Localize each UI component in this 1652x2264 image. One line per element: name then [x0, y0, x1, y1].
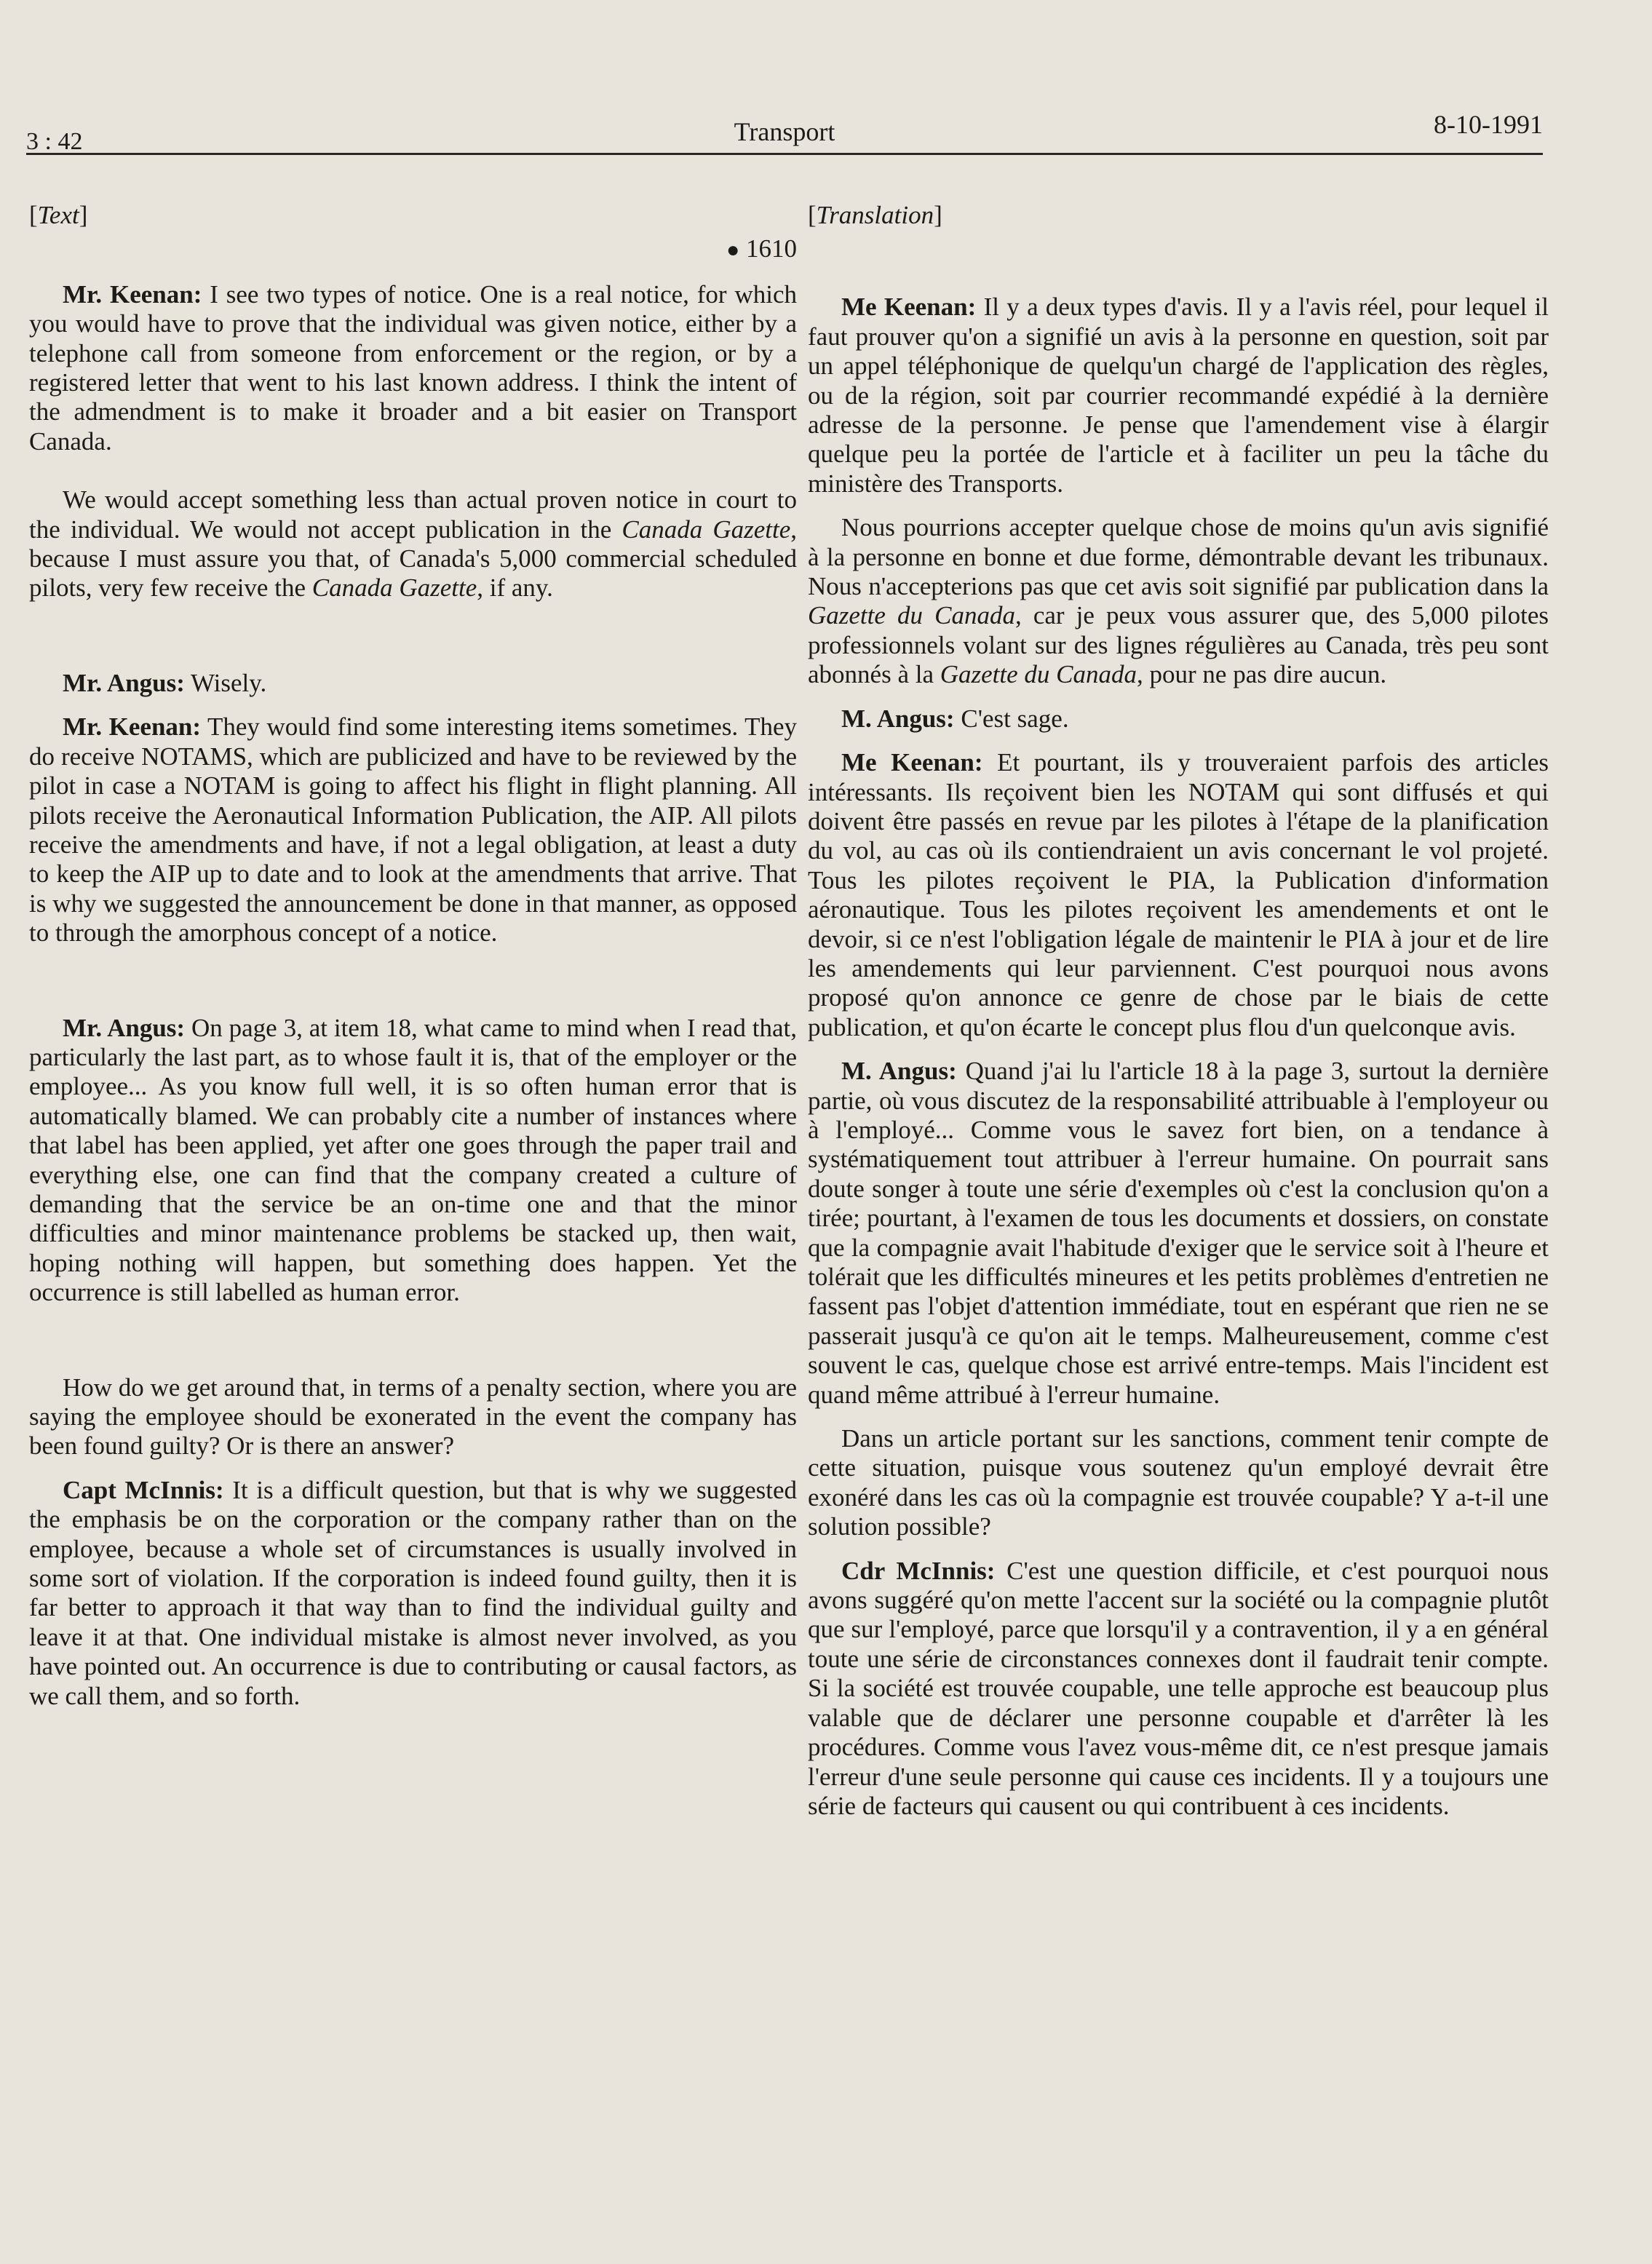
- paragraph: M. Angus: Quand j'ai lu l'article 18 à la page 3, surtout la dernière partie, où vous discutez de la responsabilité attribuable à l'employeur ou à l'employé... Comme vous le savez fort bien, on a tendance à systématiquement tout attribuer à l'erreur humaine. On pourrait sans doute songer à toute une série d'exemples où c'est la conclusion qu'on a tirée; pourtant, à l'examen de tous les documents et dossiers, on constate que la compagnie avait l'habitude d'exiger que le service soit à l'heure et tolérait que les difficultés mineures et les petits problèmes d'entretien ne fassent pas l'objet d'attention immédiate, tout en espérant que rien ne se passerait jusqu'à ce qu'on ait le temps. Malheureusement, comme c'est souvent le cas, quelque chose est arrivé entre-temps. Mais l'incident est quand même attribué à l'erreur humaine.: [808, 1057, 1549, 1409]
- french-column: [808, 201, 1549, 1821]
- paragraph: How do we get around that, in terms of a penalty section, where you are saying the employee should be exonerated in the event the company has been found guilty? Or is there an answer?: [29, 1373, 797, 1461]
- text-tag: [Text]: [29, 201, 88, 229]
- paragraph: Mr. Angus: On page 3, at item 18, what came to mind when I read that, particularly the last part, as to whose fault it is, that of the employer or the employee... As you know full well, it is so often human error that is automatically blamed. We can probably cite a number of instances where that label has been applied, yet after one goes through the paper trail and everything else, one can find that the company created a culture of demanding that the service be an on-time one and that the minor difficulties and minor maintenance problems be stacked up, then wait, hoping nothing will happen, but something does happen. Yet the occurrence is still labelled as human error.: [29, 1013, 797, 1307]
- paragraph: Me Keenan: Il y a deux types d'avis. Il y a l'avis réel, pour lequel il faut prouver qu'on a signifié un avis à la personne en question, soit par un appel téléphonique de quelqu'un chargé de l'application des règles, ou de la région, soit par courrier recommandé expédié à la dernière adresse de la personne. Je pense que l'amendement vise à élargir quelque peu la portée de l'article et à faciliter un peu la tâche du ministère des Transports.: [808, 293, 1549, 498]
- paragraph: Mr. Angus: Wisely.: [63, 668, 267, 697]
- running-title: Transport: [734, 117, 835, 146]
- speaker-name: M. Angus:: [841, 704, 955, 733]
- speaker-name: Mr. Angus:: [63, 668, 185, 697]
- time-marker: ● 1610: [726, 234, 797, 263]
- english-column: [29, 201, 797, 1711]
- sitting-date: 8-10-1991: [1434, 110, 1543, 139]
- speaker-name: Capt McInnis:: [63, 1475, 224, 1504]
- speaker-name: Cdr McInnis:: [841, 1556, 996, 1585]
- page-number: 3 : 42: [26, 128, 83, 155]
- page-header: [26, 109, 1543, 155]
- speaker-name: Me Keenan:: [841, 748, 983, 777]
- paragraph: Dans un article portant sur les sanctions, comment tenir compte de cette situation, puisque vous soutenez qu'un employé devrait être exonéré dans les cas où la compagnie est trouvée coupable? Y a-t-il une solution possible?: [808, 1424, 1549, 1541]
- speaker-name: Mr. Keenan:: [63, 712, 202, 742]
- paragraph: M. Angus: C'est sage.: [841, 704, 1069, 733]
- paragraph: Me Keenan: Et pourtant, ils y trouveraient parfois des articles intéressants. Ils reçoivent bien les NOTAM qui sont diffusés et qui doivent être passés en revue par les pilotes à l'étape de la planification du vol, au cas où ils contiendraient un avis concernant le vol projeté. Tous les pilotes reçoivent le PIA, la Publication d'information aéronautique. Tous les pilotes reçoivent les amendements et ont le devoir, si ce n'est l'obligation légale de maintenir le PIA à jour et de lire les amendements qui leur parviennent. C'est pourquoi nous avons proposé qu'on annonce ce genre de chose par le biais de cette publication, et qu'on écarte le concept plus flou d'un quelconque avis.: [808, 748, 1549, 1041]
- paragraph: Mr. Keenan: They would find some interesting items sometimes. They do receive NOTAMS, which are publicized and have to be reviewed by the pilot in case a NOTAM is going to affect his flight in flight planning. All pilots receive the Aeronautical Information Publication, the AIP. All pilots receive the amendments and have, if not a legal obligation, at least a duty to keep the AIP up to date and to look at the amendments that arrive. That is why we suggested the announcement be done in that manner, as opposed to through the amorphous concept of a notice.: [29, 712, 797, 948]
- paragraph: Mr. Keenan: I see two types of notice. One is a real notice, for which you would have to prove that the individual was given notice, either by a telephone call from someone from enforcement or the region, or by a registered letter that went to his last known address. I think the intent of the admendment is to make it broader and a bit easier on Transport Canada.: [29, 279, 797, 456]
- paragraph: Cdr McInnis: C'est une question difficile, et c'est pourquoi nous avons suggéré qu'on mette l'accent sur la société ou la compagnie plutôt que sur l'employé, parce que lorsqu'il y a contravention, il y a en général toute une série de circonstances connexes dont il faudrait tenir compte. Si la société est trouvée coupable, une telle approche est beaucoup plus valable que de déclarer une personne coupable et d'arrêter là les procédures. Comme vous l'avez vous-même dit, ce n'est presque jamais l'erreur d'une seule personne qui cause ces incidents. Il y a toujours une série de facteurs qui causent ou qui contribuent à ces incidents.: [808, 1556, 1549, 1820]
- paragraph: We would accept something less than actual proven notice in court to the individual. We would not accept publication in the Canada Gazette, because I must assure you that, of Canada's 5,000 commercial scheduled pilots, very few receive the Canada Gazette, if any.: [29, 485, 797, 603]
- speaker-name: Mr. Angus:: [63, 1013, 186, 1042]
- speaker-name: Mr. Keenan:: [63, 279, 202, 309]
- bullet-icon: ●: [726, 238, 740, 263]
- translation-tag: [Translation]: [808, 201, 942, 229]
- paragraph: Capt McInnis: It is a difficult question, but that is why we suggested the emphasis be on the corporation or the company rather than on the employee, because a whole set of circumstances is usually involved in some sort of violation. If the corporation is indeed found guilty, then it is far better to approach it that way than to find the individual guilty and leave it at that. One individual mistake is almost never involved, as you have pointed out. An occurrence is due to contributing or causal factors, as we call them, and so forth.: [29, 1475, 797, 1710]
- speaker-name: M. Angus:: [841, 1057, 957, 1086]
- speaker-name: Me Keenan:: [841, 293, 977, 322]
- paragraph: Nous pourrions accepter quelque chose de moins qu'un avis signifié à la personne en bonne et due forme, démontrable devant les tribunaux. Nous n'accepterions pas que cet avis soit signifié par publication dans la Gazette du Canada, car je peux vous assurer que, des 5,000 pilotes professionnels volant sur des lignes régulières au Canada, très peu sont abonnés à la Gazette du Canada, pour ne pas dire aucun.: [808, 513, 1549, 689]
